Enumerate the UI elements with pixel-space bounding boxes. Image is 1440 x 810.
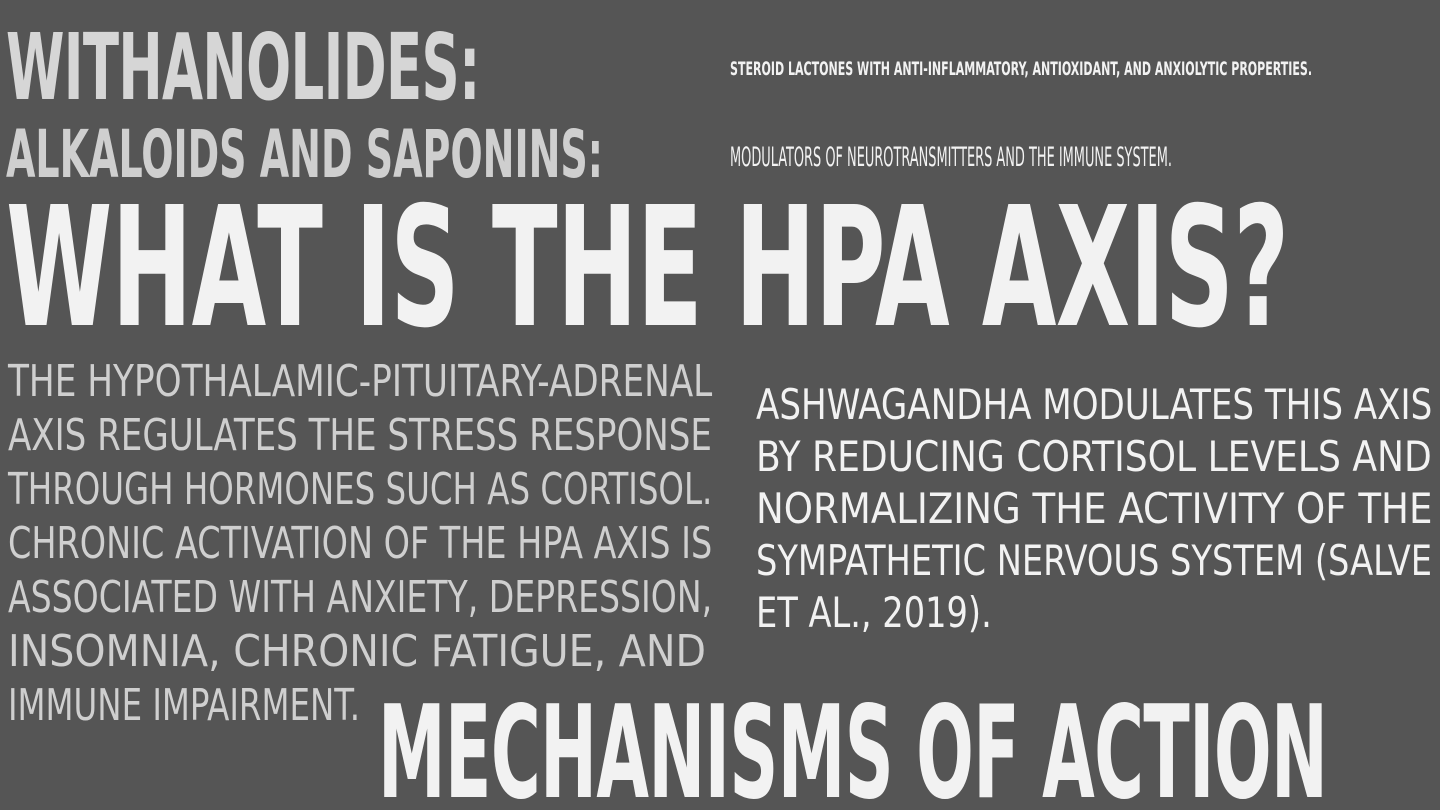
ashwagandha-note-line: BY REDUCING CORTISOL LEVELS AND <box>756 432 1432 481</box>
withanolides-description: STEROID LACTONES WITH ANTI-INFLAMMATORY, ANTIOXIDANT, AND ANXIOLYTIC PROPERTIES. <box>730 58 1313 80</box>
hpa-description-line: AXIS REGULATES THE STRESS RESPONSE <box>8 410 712 461</box>
mechanisms-of-action-title: MECHANISMS OF ACTION <box>378 679 1328 810</box>
ashwagandha-note-line: ASHWAGANDHA MODULATES THIS AXIS <box>756 380 1433 429</box>
ashwagandha-note-line: NORMALIZING THE ACTIVITY OF THE <box>756 484 1433 533</box>
ashwagandha-note <box>756 380 1433 644</box>
hpa-description-line: ASSOCIATED WITH ANXIETY, DEPRESSION, <box>8 572 713 623</box>
hpa-description-line: THE HYPOTHALAMIC-PITUITARY-ADRENAL <box>8 356 713 407</box>
ashwagandha-note-line: SYMPATHETIC NERVOUS SYSTEM (SALVE <box>756 536 1432 585</box>
ashwagandha-note-line: ET AL., 2019). <box>756 588 992 637</box>
alkaloids-saponins-description: MODULATORS OF NEUROTRANSMITTERS AND THE IMMUNE SYSTEM. <box>730 142 1172 173</box>
hpa-description-line: IMMUNE IMPAIRMENT. <box>8 680 361 731</box>
hpa-description-line: CHRONIC ACTIVATION OF THE HPA AXIS IS <box>8 518 713 569</box>
hpa-axis-headline: WHAT IS THE HPA AXIS? <box>6 172 1289 365</box>
hpa-description-line: INSOMNIA, CHRONIC FATIGUE, AND <box>8 626 706 677</box>
withanolides-title: WITHANOLIDES: <box>6 14 480 121</box>
alkaloids-saponins-title: ALKALOIDS AND SAPONINS: <box>6 116 603 193</box>
hpa-description-line: THROUGH HORMONES SUCH AS CORTISOL. <box>8 464 713 515</box>
